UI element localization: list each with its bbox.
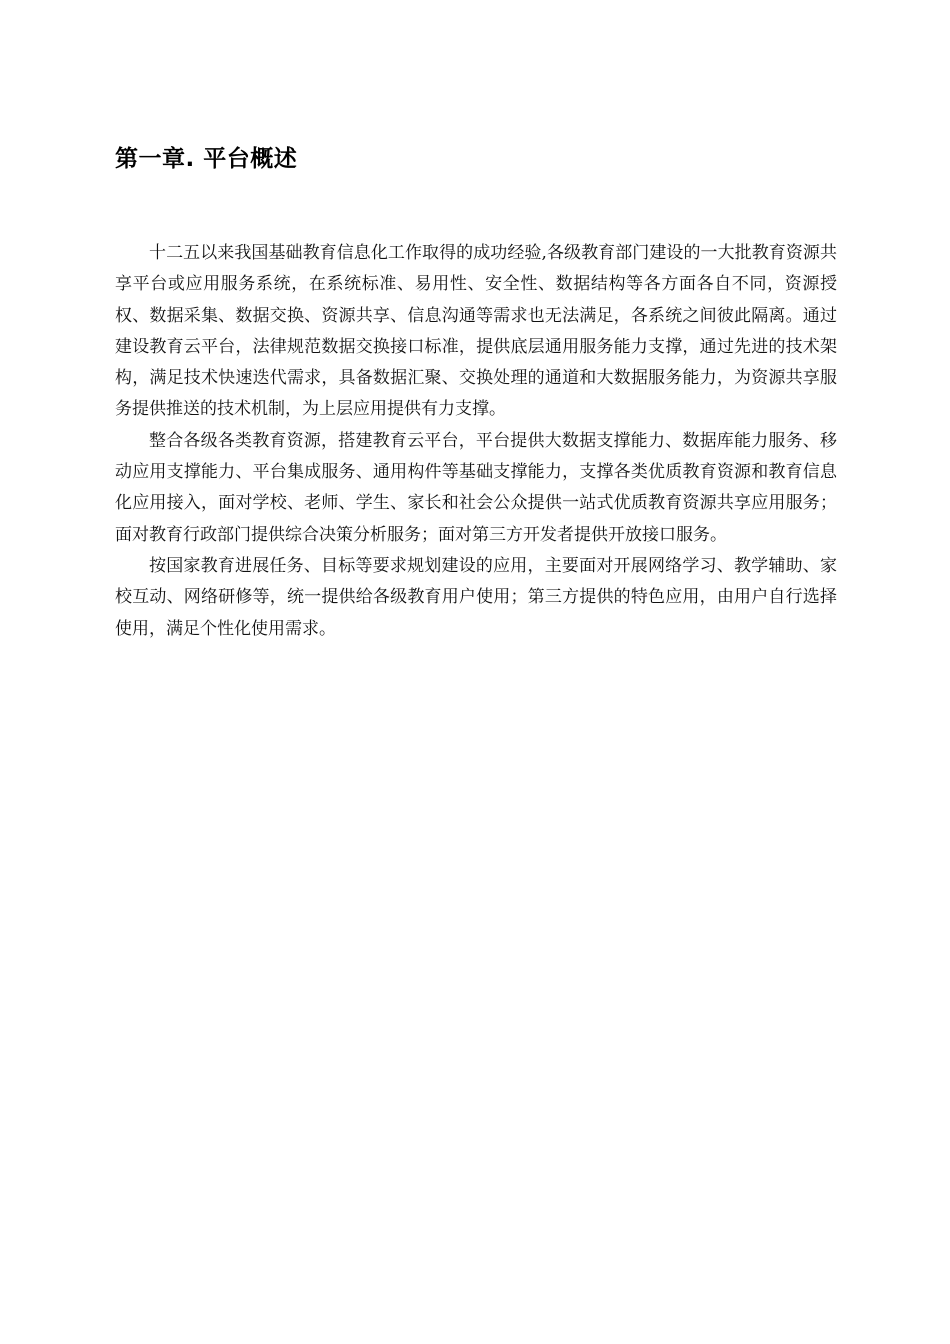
body-text <box>115 238 837 645</box>
paragraph-2: 整合各级各类教育资源，搭建教育云平台，平台提供大数据支撑能力、数据库能力服务、移动应用支撑能力、平台集成服务、通用构件等基础支撑能力，支撑各类优质教育资源和教育信息化应用接入，面对学校、老师、学生、家长和社会公众提供一站式优质教育资源共享应用服务；面对教育行政部门提供综合决策分析服务；面对第三方开发者提供开放接口服务。 <box>115 430 837 545</box>
paragraph-3: 按国家教育进展任务、目标等要求规划建设的应用，主要面对开展网络学习、教学辅助、家校互动、网络研修等，统一提供给各级教育用户使用；第三方提供的特色应用，由用户自行选择使用，满足个性化使用需求。 <box>115 555 837 639</box>
chapter-title: 第一章. 平台概述 <box>115 146 298 172</box>
paragraph-1: 十二五以来我国基础教育信息化工作取得的成功经验,各级教育部门建设的一大批教育资源共享平台或应用服务系统，在系统标准、易用性、安全性、数据结构等各方面各自不同，资源授权、数据采集、数据交换、资源共享、信息沟通等需求也无法满足，各系统之间彼此隔离。通过建设教育云平台，法律规范数据交换接口标准，提供底层通用服务能力支撑，通过先进的技术架构，满足技术快速迭代需求，具备数据汇聚、交换处理的通道和大数据服务能力，为资源共享服务提供推送的技术机制，为上层应用提供有力支撑。 <box>115 243 837 420</box>
